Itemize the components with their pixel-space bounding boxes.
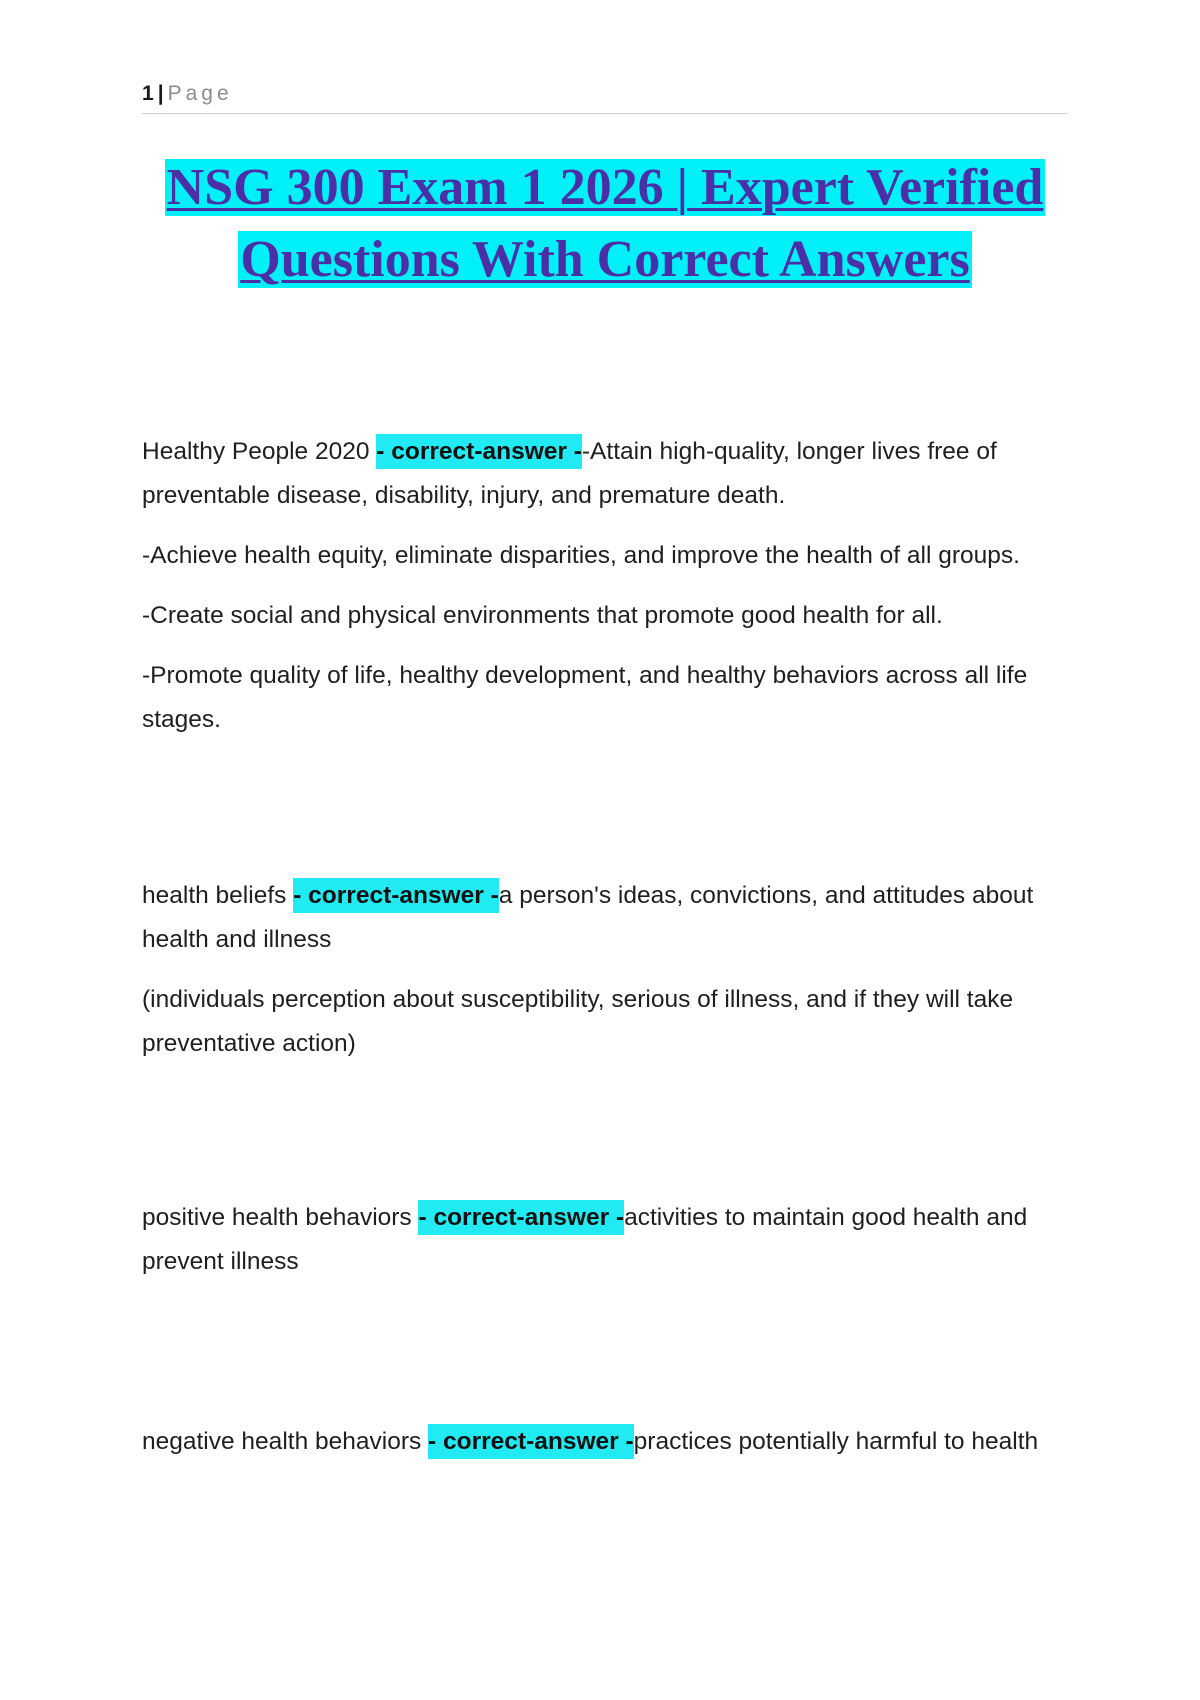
qa-definition: practices potentially harmful to health (633, 1428, 1039, 1455)
qa-definition: activities to maintain good health and prevent illness (142, 1204, 1028, 1275)
qa-main-paragraph (142, 1420, 1068, 1464)
page-header (142, 82, 1068, 114)
qa-term: positive health behaviors (142, 1204, 419, 1231)
qa-term: negative health behaviors (142, 1428, 429, 1455)
correct-answer-marker: - correct-answer - (418, 1200, 624, 1235)
qa-extra-line: -Promote quality of life, healthy development, and healthy behaviors across all life stages. (142, 662, 1028, 733)
document-title (130, 152, 1080, 296)
qa-main-paragraph (142, 874, 1068, 962)
page-separator: | (157, 82, 164, 105)
qa-definition: a person's ideas, convictions, and attitudes about health and illness (142, 882, 1034, 953)
qa-entry-negative-health-behaviors (142, 1420, 1068, 1480)
qa-entry-health-beliefs (142, 874, 1068, 1082)
qa-extra-line: -Achieve health equity, eliminate disparities, and improve the health of all groups. (142, 542, 1020, 569)
correct-answer-marker: - correct-answer - (428, 1424, 634, 1459)
page-label: Page (167, 82, 233, 105)
qa-extra-line: (individuals perception about susceptibility, serious of illness, and if they will take preventative action) (142, 986, 1014, 1057)
qa-entry-positive-health-behaviors (142, 1196, 1068, 1300)
title-line-2: Questions With Correct Answers (240, 231, 970, 288)
title-line-1: NSG 300 Exam 1 2026 | Expert Verified (166, 159, 1044, 216)
qa-main-paragraph (142, 430, 1068, 518)
qa-term: Healthy People 2020 (142, 438, 377, 465)
correct-answer-marker: - correct-answer - (376, 434, 582, 469)
qa-main-paragraph (142, 1196, 1068, 1284)
qa-term: health beliefs (142, 882, 294, 909)
page-number: 1 (142, 82, 154, 105)
correct-answer-marker: - correct-answer - (293, 878, 499, 913)
qa-definition: -Attain high-quality, longer lives free of preventable disease, disability, injury, and premature death. (142, 438, 997, 509)
qa-entry-healthy-people-2020 (142, 430, 1068, 758)
qa-extra-line: -Create social and physical environments that promote good health for all. (142, 602, 943, 629)
